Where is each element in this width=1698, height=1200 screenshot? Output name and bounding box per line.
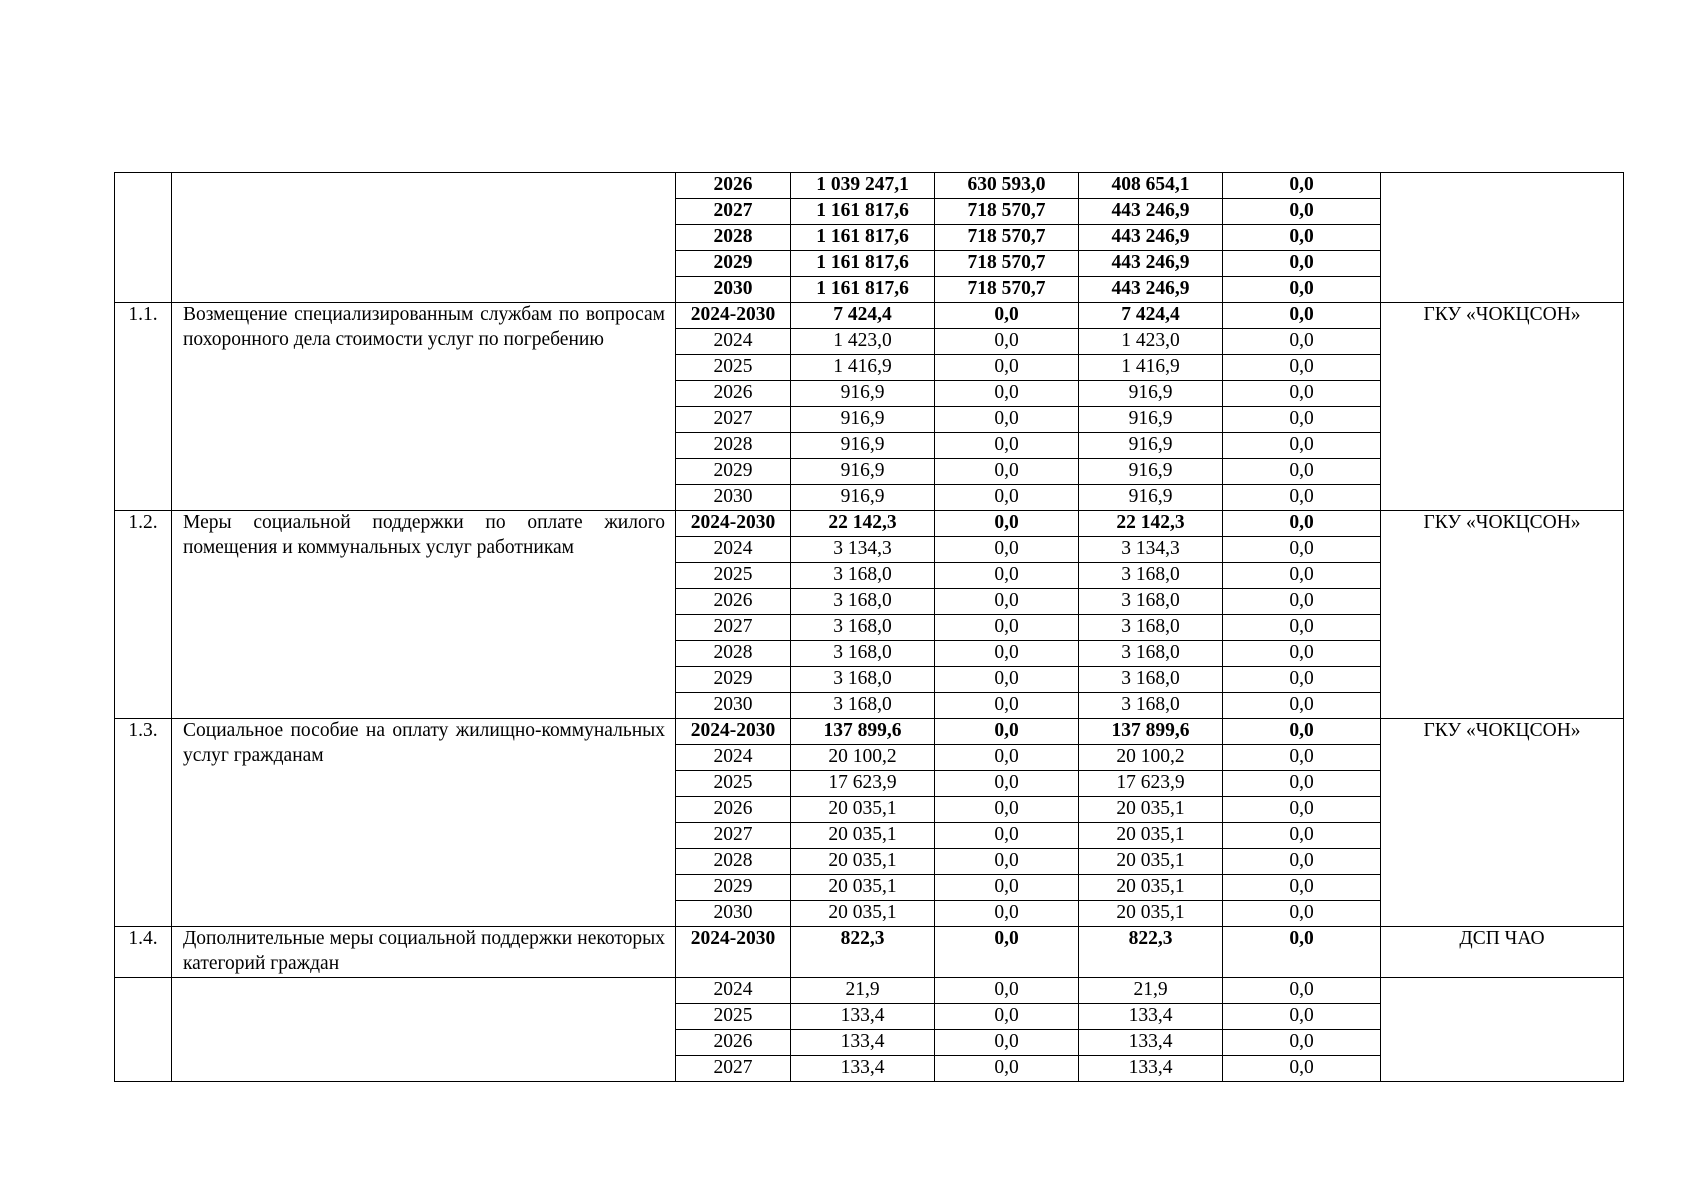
federal-budget-cell: 0,0 [935, 511, 1079, 537]
year-cell: 2024 [676, 537, 791, 563]
district-budget-cell: 3 168,0 [1079, 641, 1223, 667]
year-cell: 2024 [676, 745, 791, 771]
federal-budget-cell: 0,0 [935, 1056, 1079, 1082]
year-cell: 2026 [676, 797, 791, 823]
other-sources-cell: 0,0 [1223, 485, 1381, 511]
total-cell: 916,9 [791, 433, 935, 459]
year-cell: 2024-2030 [676, 927, 791, 978]
total-cell: 17 623,9 [791, 771, 935, 797]
federal-budget-cell: 718 570,7 [935, 251, 1079, 277]
district-budget-cell: 20 035,1 [1079, 849, 1223, 875]
federal-budget-cell: 0,0 [935, 407, 1079, 433]
executor-cell: ГКУ «ЧОКЦСОН» [1381, 303, 1624, 511]
total-cell: 3 168,0 [791, 589, 935, 615]
total-cell: 3 168,0 [791, 563, 935, 589]
total-cell: 22 142,3 [791, 511, 935, 537]
total-cell: 20 035,1 [791, 823, 935, 849]
year-cell: 2024-2030 [676, 303, 791, 329]
row-number-cell [115, 978, 172, 1082]
total-cell: 1 161 817,6 [791, 277, 935, 303]
year-cell: 2024 [676, 329, 791, 355]
table-row [115, 173, 1624, 199]
total-cell: 133,4 [791, 1004, 935, 1030]
total-cell: 1 161 817,6 [791, 225, 935, 251]
year-cell: 2024-2030 [676, 719, 791, 745]
year-cell: 2028 [676, 641, 791, 667]
federal-budget-cell: 0,0 [935, 537, 1079, 563]
federal-budget-cell: 0,0 [935, 1030, 1079, 1056]
other-sources-cell: 0,0 [1223, 537, 1381, 563]
total-cell: 1 416,9 [791, 355, 935, 381]
year-cell: 2029 [676, 251, 791, 277]
total-cell: 1 039 247,1 [791, 173, 935, 199]
total-cell: 1 423,0 [791, 329, 935, 355]
federal-budget-cell: 0,0 [935, 927, 1079, 978]
year-cell: 2027 [676, 615, 791, 641]
federal-budget-cell: 0,0 [935, 797, 1079, 823]
federal-budget-cell: 0,0 [935, 745, 1079, 771]
executor-cell [1381, 173, 1624, 303]
other-sources-cell: 0,0 [1223, 901, 1381, 927]
total-cell: 133,4 [791, 1030, 935, 1056]
federal-budget-cell: 0,0 [935, 771, 1079, 797]
district-budget-cell: 916,9 [1079, 485, 1223, 511]
funding-table [114, 172, 1624, 1082]
federal-budget-cell: 0,0 [935, 381, 1079, 407]
year-cell: 2030 [676, 277, 791, 303]
other-sources-cell: 0,0 [1223, 329, 1381, 355]
other-sources-cell: 0,0 [1223, 667, 1381, 693]
total-cell: 20 035,1 [791, 797, 935, 823]
executor-cell: ДСП ЧАО [1381, 927, 1624, 978]
federal-budget-cell: 0,0 [935, 589, 1079, 615]
district-budget-cell: 21,9 [1079, 978, 1223, 1004]
table-row [115, 511, 1624, 537]
federal-budget-cell: 0,0 [935, 485, 1079, 511]
total-cell: 3 134,3 [791, 537, 935, 563]
other-sources-cell: 0,0 [1223, 589, 1381, 615]
district-budget-cell: 822,3 [1079, 927, 1223, 978]
other-sources-cell: 0,0 [1223, 927, 1381, 978]
total-cell: 20 035,1 [791, 875, 935, 901]
year-cell: 2028 [676, 433, 791, 459]
federal-budget-cell: 0,0 [935, 849, 1079, 875]
total-cell: 822,3 [791, 927, 935, 978]
measure-name-cell: Возмещение специализированным службам по вопросам похоронного дела стоимости услуг по погребению [172, 303, 676, 511]
district-budget-cell: 20 035,1 [1079, 901, 1223, 927]
measure-name-cell: Меры социальной поддержки по оплате жилого помещения и коммунальных услуг работникам [172, 511, 676, 719]
table-row [115, 303, 1624, 329]
year-cell: 2024 [676, 978, 791, 1004]
measure-name-cell: Дополнительные меры социальной поддержки некоторых категорий граждан [172, 927, 676, 978]
executor-cell: ГКУ «ЧОКЦСОН» [1381, 719, 1624, 927]
district-budget-cell: 916,9 [1079, 459, 1223, 485]
other-sources-cell: 0,0 [1223, 745, 1381, 771]
federal-budget-cell: 0,0 [935, 901, 1079, 927]
other-sources-cell: 0,0 [1223, 407, 1381, 433]
year-cell: 2025 [676, 355, 791, 381]
district-budget-cell: 3 168,0 [1079, 667, 1223, 693]
district-budget-cell: 22 142,3 [1079, 511, 1223, 537]
district-budget-cell: 7 424,4 [1079, 303, 1223, 329]
federal-budget-cell: 630 593,0 [935, 173, 1079, 199]
total-cell: 137 899,6 [791, 719, 935, 745]
total-cell: 3 168,0 [791, 641, 935, 667]
other-sources-cell: 0,0 [1223, 433, 1381, 459]
table-row [115, 719, 1624, 745]
district-budget-cell: 443 246,9 [1079, 199, 1223, 225]
executor-cell [1381, 978, 1624, 1082]
year-cell: 2029 [676, 875, 791, 901]
other-sources-cell: 0,0 [1223, 459, 1381, 485]
year-cell: 2026 [676, 589, 791, 615]
district-budget-cell: 408 654,1 [1079, 173, 1223, 199]
other-sources-cell: 0,0 [1223, 225, 1381, 251]
year-cell: 2029 [676, 459, 791, 485]
year-cell: 2027 [676, 407, 791, 433]
year-cell: 2028 [676, 225, 791, 251]
district-budget-cell: 17 623,9 [1079, 771, 1223, 797]
total-cell: 7 424,4 [791, 303, 935, 329]
measure-name-cell: Социальное пособие на оплату жилищно-коммунальных услуг гражданам [172, 719, 676, 927]
district-budget-cell: 916,9 [1079, 433, 1223, 459]
federal-budget-cell: 718 570,7 [935, 277, 1079, 303]
measure-name-cell [172, 173, 676, 303]
year-cell: 2029 [676, 667, 791, 693]
year-cell: 2025 [676, 1004, 791, 1030]
row-number-cell: 1.2. [115, 511, 172, 719]
district-budget-cell: 3 134,3 [1079, 537, 1223, 563]
total-cell: 3 168,0 [791, 693, 935, 719]
year-cell: 2026 [676, 173, 791, 199]
total-cell: 3 168,0 [791, 615, 935, 641]
measure-name-cell [172, 978, 676, 1082]
federal-budget-cell: 0,0 [935, 667, 1079, 693]
year-cell: 2030 [676, 901, 791, 927]
year-cell: 2025 [676, 771, 791, 797]
district-budget-cell: 20 100,2 [1079, 745, 1223, 771]
district-budget-cell: 443 246,9 [1079, 251, 1223, 277]
district-budget-cell: 137 899,6 [1079, 719, 1223, 745]
federal-budget-cell: 0,0 [935, 459, 1079, 485]
other-sources-cell: 0,0 [1223, 303, 1381, 329]
year-cell: 2026 [676, 381, 791, 407]
district-budget-cell: 3 168,0 [1079, 589, 1223, 615]
federal-budget-cell: 0,0 [935, 719, 1079, 745]
other-sources-cell: 0,0 [1223, 771, 1381, 797]
total-cell: 3 168,0 [791, 667, 935, 693]
total-cell: 21,9 [791, 978, 935, 1004]
federal-budget-cell: 0,0 [935, 303, 1079, 329]
other-sources-cell: 0,0 [1223, 1056, 1381, 1082]
district-budget-cell: 133,4 [1079, 1056, 1223, 1082]
federal-budget-cell: 0,0 [935, 823, 1079, 849]
other-sources-cell: 0,0 [1223, 797, 1381, 823]
district-budget-cell: 133,4 [1079, 1030, 1223, 1056]
other-sources-cell: 0,0 [1223, 641, 1381, 667]
year-cell: 2025 [676, 563, 791, 589]
district-budget-cell: 443 246,9 [1079, 277, 1223, 303]
federal-budget-cell: 0,0 [935, 875, 1079, 901]
district-budget-cell: 3 168,0 [1079, 563, 1223, 589]
district-budget-cell: 3 168,0 [1079, 693, 1223, 719]
total-cell: 916,9 [791, 407, 935, 433]
district-budget-cell: 20 035,1 [1079, 823, 1223, 849]
other-sources-cell: 0,0 [1223, 823, 1381, 849]
other-sources-cell: 0,0 [1223, 511, 1381, 537]
federal-budget-cell: 0,0 [935, 1004, 1079, 1030]
federal-budget-cell: 0,0 [935, 563, 1079, 589]
year-cell: 2027 [676, 199, 791, 225]
row-number-cell: 1.1. [115, 303, 172, 511]
district-budget-cell: 3 168,0 [1079, 615, 1223, 641]
total-cell: 916,9 [791, 459, 935, 485]
other-sources-cell: 0,0 [1223, 875, 1381, 901]
district-budget-cell: 133,4 [1079, 1004, 1223, 1030]
district-budget-cell: 916,9 [1079, 407, 1223, 433]
district-budget-cell: 20 035,1 [1079, 875, 1223, 901]
other-sources-cell: 0,0 [1223, 199, 1381, 225]
year-cell: 2030 [676, 693, 791, 719]
row-number-cell: 1.3. [115, 719, 172, 927]
federal-budget-cell: 0,0 [935, 615, 1079, 641]
year-cell: 2027 [676, 823, 791, 849]
other-sources-cell: 0,0 [1223, 277, 1381, 303]
total-cell: 20 035,1 [791, 849, 935, 875]
other-sources-cell: 0,0 [1223, 1004, 1381, 1030]
district-budget-cell: 1 416,9 [1079, 355, 1223, 381]
row-number-cell: 1.4. [115, 927, 172, 978]
other-sources-cell: 0,0 [1223, 693, 1381, 719]
total-cell: 1 161 817,6 [791, 199, 935, 225]
executor-cell: ГКУ «ЧОКЦСОН» [1381, 511, 1624, 719]
federal-budget-cell: 0,0 [935, 641, 1079, 667]
federal-budget-cell: 0,0 [935, 329, 1079, 355]
district-budget-cell: 443 246,9 [1079, 225, 1223, 251]
total-cell: 20 035,1 [791, 901, 935, 927]
total-cell: 916,9 [791, 381, 935, 407]
year-cell: 2026 [676, 1030, 791, 1056]
other-sources-cell: 0,0 [1223, 615, 1381, 641]
total-cell: 20 100,2 [791, 745, 935, 771]
federal-budget-cell: 0,0 [935, 433, 1079, 459]
table-row [115, 978, 1624, 1004]
other-sources-cell: 0,0 [1223, 173, 1381, 199]
district-budget-cell: 916,9 [1079, 381, 1223, 407]
year-cell: 2024-2030 [676, 511, 791, 537]
federal-budget-cell: 0,0 [935, 693, 1079, 719]
total-cell: 916,9 [791, 485, 935, 511]
year-cell: 2030 [676, 485, 791, 511]
federal-budget-cell: 718 570,7 [935, 225, 1079, 251]
year-cell: 2027 [676, 1056, 791, 1082]
other-sources-cell: 0,0 [1223, 355, 1381, 381]
federal-budget-cell: 0,0 [935, 355, 1079, 381]
other-sources-cell: 0,0 [1223, 563, 1381, 589]
other-sources-cell: 0,0 [1223, 1030, 1381, 1056]
row-number-cell [115, 173, 172, 303]
district-budget-cell: 20 035,1 [1079, 797, 1223, 823]
total-cell: 133,4 [791, 1056, 935, 1082]
other-sources-cell: 0,0 [1223, 251, 1381, 277]
other-sources-cell: 0,0 [1223, 381, 1381, 407]
other-sources-cell: 0,0 [1223, 978, 1381, 1004]
year-cell: 2028 [676, 849, 791, 875]
total-cell: 1 161 817,6 [791, 251, 935, 277]
district-budget-cell: 1 423,0 [1079, 329, 1223, 355]
other-sources-cell: 0,0 [1223, 719, 1381, 745]
table-row [115, 927, 1624, 978]
other-sources-cell: 0,0 [1223, 849, 1381, 875]
federal-budget-cell: 0,0 [935, 978, 1079, 1004]
federal-budget-cell: 718 570,7 [935, 199, 1079, 225]
table-body [115, 173, 1624, 1082]
